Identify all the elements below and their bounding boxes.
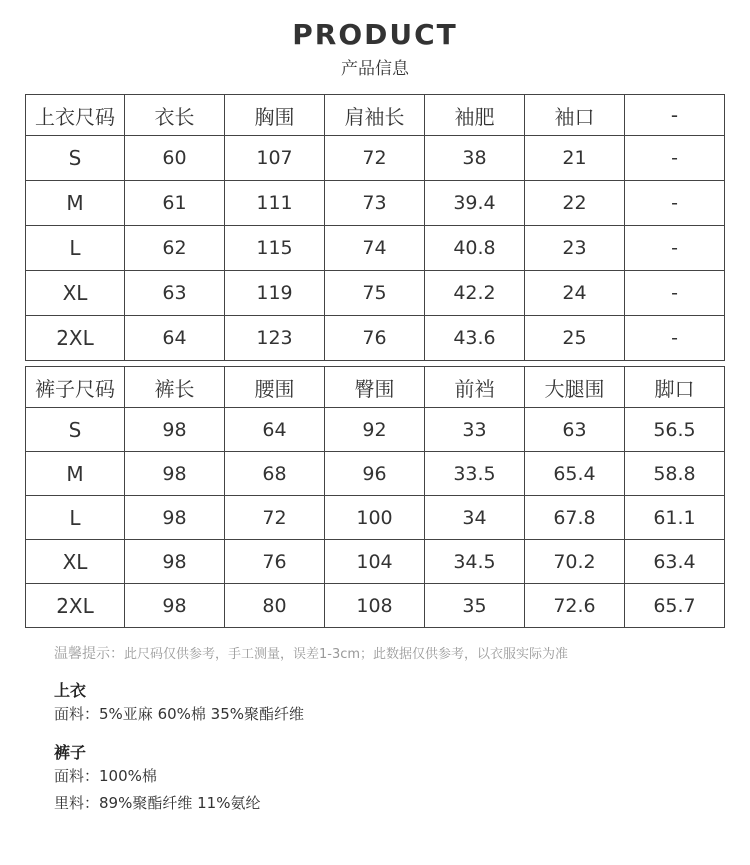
pants-fabric: 面料：100%棉	[54, 767, 157, 785]
table-header-row	[26, 95, 725, 136]
header-cell: 裤子尺码	[26, 367, 125, 408]
table-cell: 60	[125, 136, 225, 181]
table-cell: 65.4	[525, 452, 625, 496]
table-cell: 72	[325, 136, 425, 181]
table-cell: 63	[525, 408, 625, 452]
header-cell: 袖肥	[425, 95, 525, 136]
table-cell: 40.8	[425, 226, 525, 271]
table-cell: 35	[425, 584, 525, 628]
table-cell: 98	[125, 584, 225, 628]
pants-section-title: 裤子	[54, 743, 87, 762]
header-cell: 袖口	[525, 95, 625, 136]
table-cell: 115	[225, 226, 325, 271]
table-cell: -	[625, 271, 725, 316]
header-cell: 大腿围	[525, 367, 625, 408]
top-fabric: 面料：5%亚麻 60%棉 35%聚酯纤维	[54, 705, 305, 723]
table-cell: 61.1	[625, 496, 725, 540]
table-row	[26, 181, 725, 226]
table-cell: 119	[225, 271, 325, 316]
table-cell: 58.8	[625, 452, 725, 496]
table-cell: XL	[26, 540, 125, 584]
table-cell: 98	[125, 540, 225, 584]
table-cell: S	[26, 408, 125, 452]
table-cell: -	[625, 226, 725, 271]
pants-lining: 里料：89%聚酯纤维 11%氨纶	[54, 794, 261, 812]
header-cell: 腰围	[225, 367, 325, 408]
table-row	[26, 226, 725, 271]
note-label: 温馨提示：	[54, 646, 124, 662]
table-cell: L	[26, 496, 125, 540]
table-cell: 25	[525, 316, 625, 361]
table-cell: M	[26, 181, 125, 226]
table-cell: -	[625, 316, 725, 361]
table-cell: 72.6	[525, 584, 625, 628]
table-row	[26, 136, 725, 181]
header-cell: 上衣尺码	[26, 95, 125, 136]
table-cell: 107	[225, 136, 325, 181]
table-cell: 2XL	[26, 316, 125, 361]
note-text: 此尺码仅供参考，手工测量，误差1-3cm；此数据仅供参考，以衣服实际为准	[124, 647, 569, 662]
table-cell: 80	[225, 584, 325, 628]
header-cell: 胸围	[225, 95, 325, 136]
table-cell: 76	[225, 540, 325, 584]
table-cell: 62	[125, 226, 225, 271]
table-cell: 65.7	[625, 584, 725, 628]
table-cell: 67.8	[525, 496, 625, 540]
table-cell: 108	[325, 584, 425, 628]
table-header-row	[26, 367, 725, 408]
header-cell: 臀围	[325, 367, 425, 408]
table-cell: 96	[325, 452, 425, 496]
table-cell: M	[26, 452, 125, 496]
table-cell: 73	[325, 181, 425, 226]
table-cell: -	[625, 136, 725, 181]
table-cell: 23	[525, 226, 625, 271]
table-row	[26, 496, 725, 540]
table-cell: S	[26, 136, 125, 181]
table-cell: 98	[125, 452, 225, 496]
table-cell: 98	[125, 496, 225, 540]
header-cell: 肩袖长	[325, 95, 425, 136]
header-cell: 前裆	[425, 367, 525, 408]
table-cell: 72	[225, 496, 325, 540]
table-cell: 34.5	[425, 540, 525, 584]
table-cell: 56.5	[625, 408, 725, 452]
table-cell: 33.5	[425, 452, 525, 496]
table-cell: 92	[325, 408, 425, 452]
table-cell: 76	[325, 316, 425, 361]
table-cell: 74	[325, 226, 425, 271]
table-cell: 100	[325, 496, 425, 540]
header-cell: 衣长	[125, 95, 225, 136]
table-cell: 38	[425, 136, 525, 181]
table-cell: 22	[525, 181, 625, 226]
table-cell: 33	[425, 408, 525, 452]
table-row	[26, 584, 725, 628]
table-row	[26, 271, 725, 316]
table-cell: 104	[325, 540, 425, 584]
header-cell: 裤长	[125, 367, 225, 408]
table-cell: 68	[225, 452, 325, 496]
table-cell: 21	[525, 136, 625, 181]
table-cell: 2XL	[26, 584, 125, 628]
table-cell: XL	[26, 271, 125, 316]
table-cell: 64	[125, 316, 225, 361]
table-cell: 111	[225, 181, 325, 226]
table-cell: 34	[425, 496, 525, 540]
table-row	[26, 316, 725, 361]
table-cell: 42.2	[425, 271, 525, 316]
table-cell: 39.4	[425, 181, 525, 226]
table-row	[26, 452, 725, 496]
table-cell: 63.4	[625, 540, 725, 584]
page-subtitle: 产品信息	[341, 59, 409, 79]
table-cell: 123	[225, 316, 325, 361]
table-cell: 63	[125, 271, 225, 316]
table-cell: 61	[125, 181, 225, 226]
table-cell: L	[26, 226, 125, 271]
top-size-table	[25, 94, 725, 361]
size-note	[54, 643, 568, 663]
table-row	[26, 408, 725, 452]
table-cell: -	[625, 181, 725, 226]
table-cell: 75	[325, 271, 425, 316]
page-title: PRODUCT	[292, 18, 458, 51]
table-cell: 70.2	[525, 540, 625, 584]
top-section-title: 上衣	[54, 681, 87, 700]
table-cell: 98	[125, 408, 225, 452]
header-cell: 脚口	[625, 367, 725, 408]
table-cell: 64	[225, 408, 325, 452]
pants-size-table	[25, 366, 725, 628]
table-cell: 43.6	[425, 316, 525, 361]
header-cell: -	[625, 95, 725, 136]
table-row	[26, 540, 725, 584]
table-cell: 24	[525, 271, 625, 316]
